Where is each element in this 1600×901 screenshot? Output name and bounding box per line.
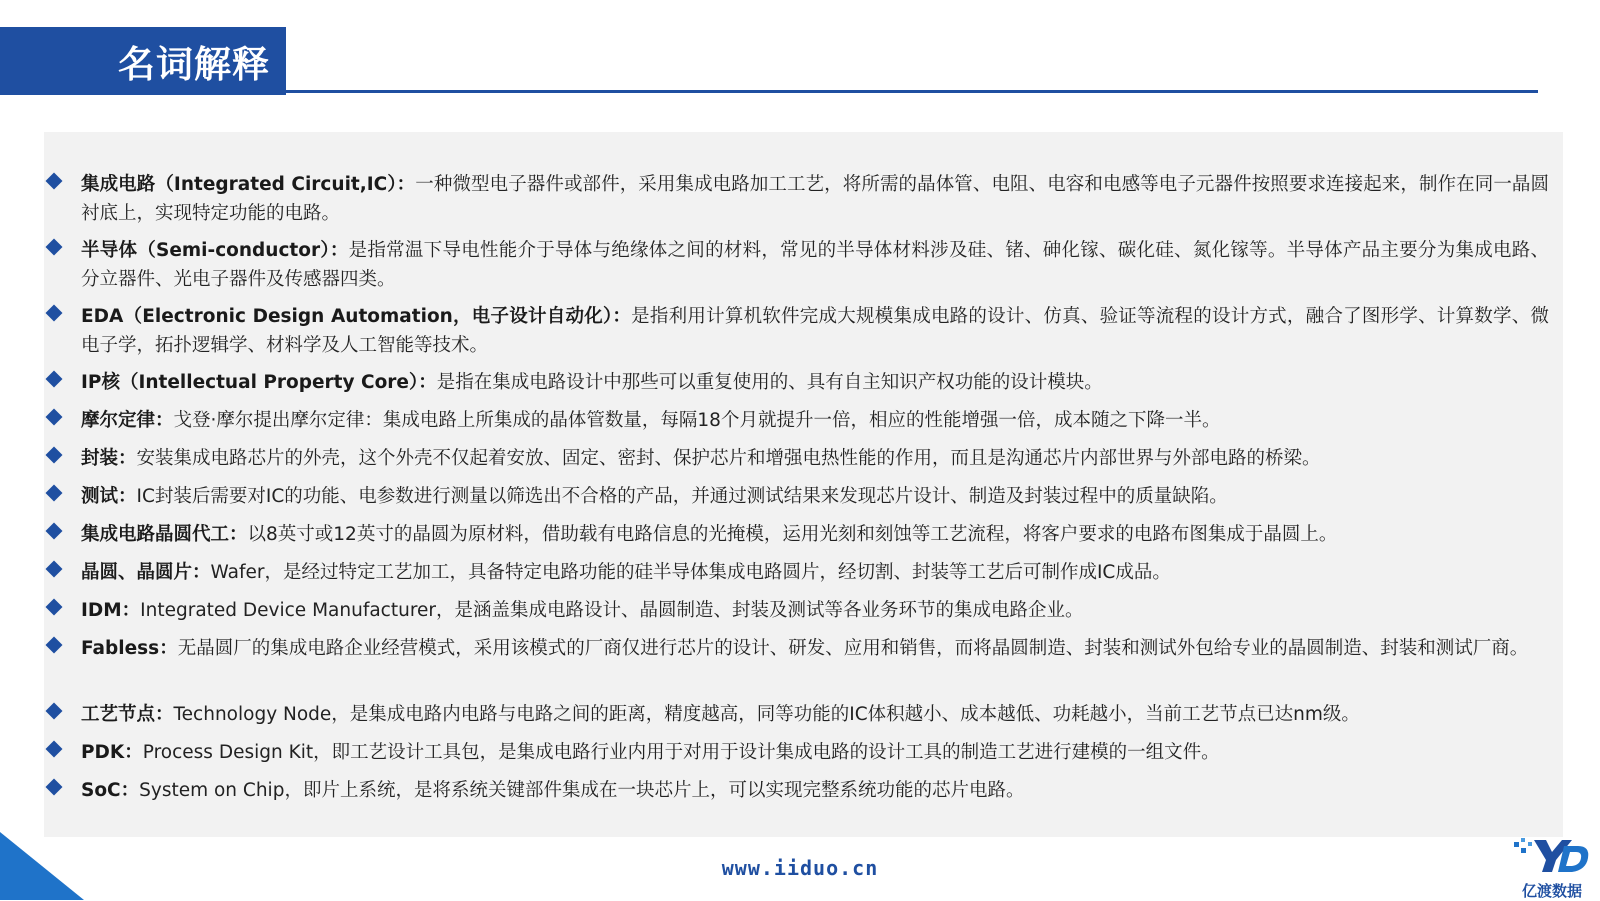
- diamond-bullet-icon: [46, 599, 63, 616]
- diamond-bullet-icon: [46, 741, 63, 758]
- diamond-bullet-icon: [46, 371, 63, 388]
- term-description: System on Chip，即片上系统，是将系统关键部件集成在一块芯片上，可以实现完整系统功能的芯片电路。: [139, 780, 1025, 801]
- term-description: 一种微型电子器件或部件，采用集成电路加工工艺，将所需的晶体管、电阻、电容和电感等电子元器件按照要求连接起来，制作在同一晶圆衬底上，实现特定功能的电路。: [81, 174, 1549, 224]
- term-name: 摩尔定律：: [81, 410, 174, 431]
- term-name: Fabless：: [81, 638, 178, 659]
- term-description: Process Design Kit，即工艺设计工具包，是集成电路行业内用于对用于设计集成电路的设计工具的制造工艺进行建模的一组文件。: [142, 742, 1220, 763]
- term-name: SoC：: [81, 780, 140, 801]
- diamond-bullet-icon: [46, 239, 63, 256]
- term-description: Integrated Device Manufacturer，是涵盖集成电路设计、晶圆制造、封装及测试等各业务环节的集成电路企业。: [140, 600, 1084, 621]
- glossary-panel: [44, 132, 1563, 837]
- title-bar: [0, 27, 286, 95]
- term-name: EDA（Electronic Design Automation，电子设计自动化）：: [81, 306, 632, 327]
- diamond-bullet-icon: [46, 447, 63, 464]
- company-logo: [1512, 836, 1592, 900]
- diamond-bullet-icon: [46, 703, 63, 720]
- term-name: 测试：: [81, 486, 137, 507]
- term-description: 戈登·摩尔提出摩尔定律：集成电路上所集成的晶体管数量，每隔18个月就提升一倍，相应的性能增强一倍，成本随之下降一半。: [173, 410, 1221, 431]
- term-name: PDK：: [81, 742, 143, 763]
- term-description: 是指利用计算机软件完成大规模集成电路的设计、仿真、验证等流程的设计方式，融合了图形学、计算数学、微电子学，拓扑逻辑学、材料学及人工智能等技术。: [81, 306, 1549, 356]
- diamond-bullet-icon: [46, 779, 63, 796]
- term-description: IC封装后需要对IC的功能、电参数进行测量以筛选出不合格的产品，并通过测试结果来发现芯片设计、制造及封装过程中的质量缺陷。: [136, 486, 1228, 507]
- yd-logo-icon: [1512, 836, 1592, 876]
- diamond-bullet-icon: [46, 409, 63, 426]
- term-description: 是指常温下导电性能介于导体与绝缘体之间的材料，常见的半导体材料涉及硅、锗、砷化镓、碳化硅、氮化镓等。半导体产品主要分为集成电路、分立器件、光电子器件及传感器四类。: [81, 240, 1549, 290]
- diamond-bullet-icon: [46, 637, 63, 654]
- logo-text: 亿渡数据: [1521, 882, 1582, 900]
- footer-website-link[interactable]: www.iiduo.cn: [721, 856, 879, 880]
- term-description: Technology Node，是集成电路内电路与电路之间的距离，精度越高，同等功能的IC体积越小、成本越低、功耗越小，当前工艺节点已达nm级。: [173, 704, 1360, 725]
- diamond-bullet-icon: [46, 305, 63, 322]
- term-name: IP核（Intellectual Property Core）：: [81, 372, 437, 393]
- term-name: 集成电路晶圆代工：: [81, 524, 248, 545]
- title-underline: [286, 90, 1538, 93]
- term-description: 是指在集成电路设计中那些可以重复使用的、具有自主知识产权功能的设计模块。: [436, 372, 1103, 393]
- term-name: 封装：: [81, 448, 137, 469]
- term-description: 安装集成电路芯片的外壳，这个外壳不仅起着安放、固定、密封、保护芯片和增强电热性能的作用，而且是沟通芯片内部世界与外部电路的桥梁。: [136, 448, 1321, 469]
- term-name: IDM：: [81, 600, 141, 621]
- diamond-bullet-icon: [46, 173, 63, 190]
- diamond-bullet-icon: [46, 523, 63, 540]
- diamond-bullet-icon: [46, 485, 63, 502]
- term-description: 无晶圆厂的集成电路企业经营模式，采用该模式的厂商仅进行芯片的设计、研发、应用和销售，而将晶圆制造、封装和测试外包给专业的晶圆制造、封装和测试厂商。: [177, 638, 1529, 659]
- diamond-bullet-icon: [46, 561, 63, 578]
- term-name: 半导体（Semi-conductor）：: [81, 240, 349, 261]
- term-description: 以8英寸或12英寸的晶圆为原材料，借助载有电路信息的光掩模，运用光刻和刻蚀等工艺流程，将客户要求的电路布图集成于晶圆上。: [247, 524, 1338, 545]
- term-name: 集成电路（Integrated Circuit,IC）：: [81, 174, 416, 195]
- page-title: 名词解释: [118, 43, 270, 86]
- term-name: 工艺节点：: [81, 704, 174, 725]
- term-name: 晶圆、晶圆片：: [81, 562, 211, 583]
- term-description: Wafer，是经过特定工艺加工，具备特定电路功能的硅半导体集成电路圆片，经切割、封装等工艺后可制作成IC成品。: [210, 562, 1171, 583]
